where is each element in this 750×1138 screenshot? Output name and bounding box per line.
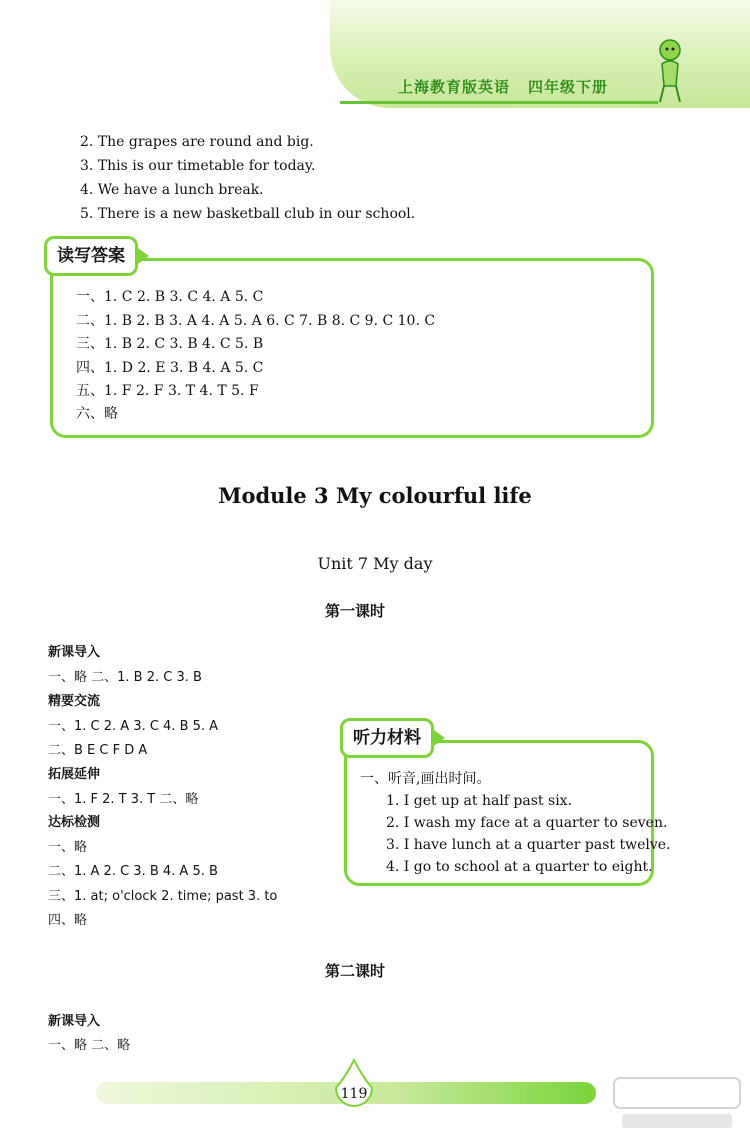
page-number-drop-icon	[328, 1058, 380, 1110]
listening-tag-label: 听力材料	[353, 728, 421, 748]
listening-line: 3. I have lunch at a quarter past twelve.	[386, 837, 671, 853]
section-heading: 新课导入	[48, 1014, 101, 1029]
tag-arrow-icon	[431, 728, 445, 748]
header-title	[398, 76, 608, 97]
lesson-title: 第一课时	[324, 602, 385, 620]
page-number: 119	[340, 1086, 368, 1102]
section-heading: 拓展延伸	[48, 767, 101, 782]
list-item: 5. There is a new basketball club in our school.	[80, 206, 416, 222]
grade-name: 四年级下册	[528, 78, 609, 96]
lesson-title: 第二课时	[324, 962, 385, 980]
answer-line: 三、1. at; o'clock 2. time; past 3. to	[48, 889, 278, 904]
list-item: 2. The grapes are round and big.	[80, 134, 314, 150]
tag-arrow-icon	[135, 246, 149, 266]
section-heading: 精要交流	[48, 694, 101, 709]
answer-line: 六、略	[76, 406, 118, 422]
answer-line: 一、略 二、1. B 2. C 3. B	[48, 670, 202, 685]
mascot-icon	[652, 36, 688, 106]
module-title: Module 3 My colourful life	[218, 483, 532, 508]
answer-line: 二、B E C F D A	[48, 743, 148, 758]
section-heading: 新课导入	[48, 645, 101, 660]
listening-line: 2. I wash my face at a quarter to seven.	[386, 815, 668, 831]
answer-line: 一、1. C 2. B 3. C 4. A 5. C	[76, 289, 264, 305]
reading-answers-tag	[44, 236, 138, 276]
list-item: 3. This is our timetable for today.	[80, 158, 316, 174]
answer-line: 一、1. F 2. T 3. T 二、略	[48, 792, 199, 807]
answer-line: 二、1. A 2. C 3. B 4. A 5. B	[48, 864, 218, 879]
list-item: 4. We have a lunch break.	[80, 182, 264, 198]
unit-title: Unit 7 My day	[317, 554, 433, 573]
answer-line: 四、略	[48, 913, 88, 928]
watermark-logo-icon	[612, 1076, 742, 1134]
reading-answers-tag-label: 读写答案	[57, 246, 125, 266]
answer-line: 三、1. B 2. C 3. B 4. C 5. B	[76, 336, 264, 352]
section-heading: 达标检测	[48, 815, 101, 830]
listening-line: 4. I go to school at a quarter to eight.	[386, 859, 653, 875]
answer-line: 一、1. C 2. A 3. C 4. B 5. A	[48, 719, 219, 734]
answer-line: 四、1. D 2. E 3. B 4. A 5. C	[76, 360, 264, 376]
book-name: 上海教育版英语	[398, 78, 511, 96]
header-rule	[340, 101, 658, 104]
answer-line: 一、略	[48, 840, 88, 855]
listening-intro: 一、听音,画出时间。	[360, 771, 491, 787]
answer-line: 五、1. F 2. F 3. T 4. T 5. F	[76, 383, 259, 399]
listening-tag	[340, 718, 434, 758]
answer-line: 二、1. B 2. B 3. A 4. A 5. A 6. C 7. B 8. C 9. C 10. C	[76, 313, 436, 329]
listening-line: 1. I get up at half past six.	[386, 793, 573, 809]
answer-line: 一、略 二、略	[48, 1038, 131, 1053]
